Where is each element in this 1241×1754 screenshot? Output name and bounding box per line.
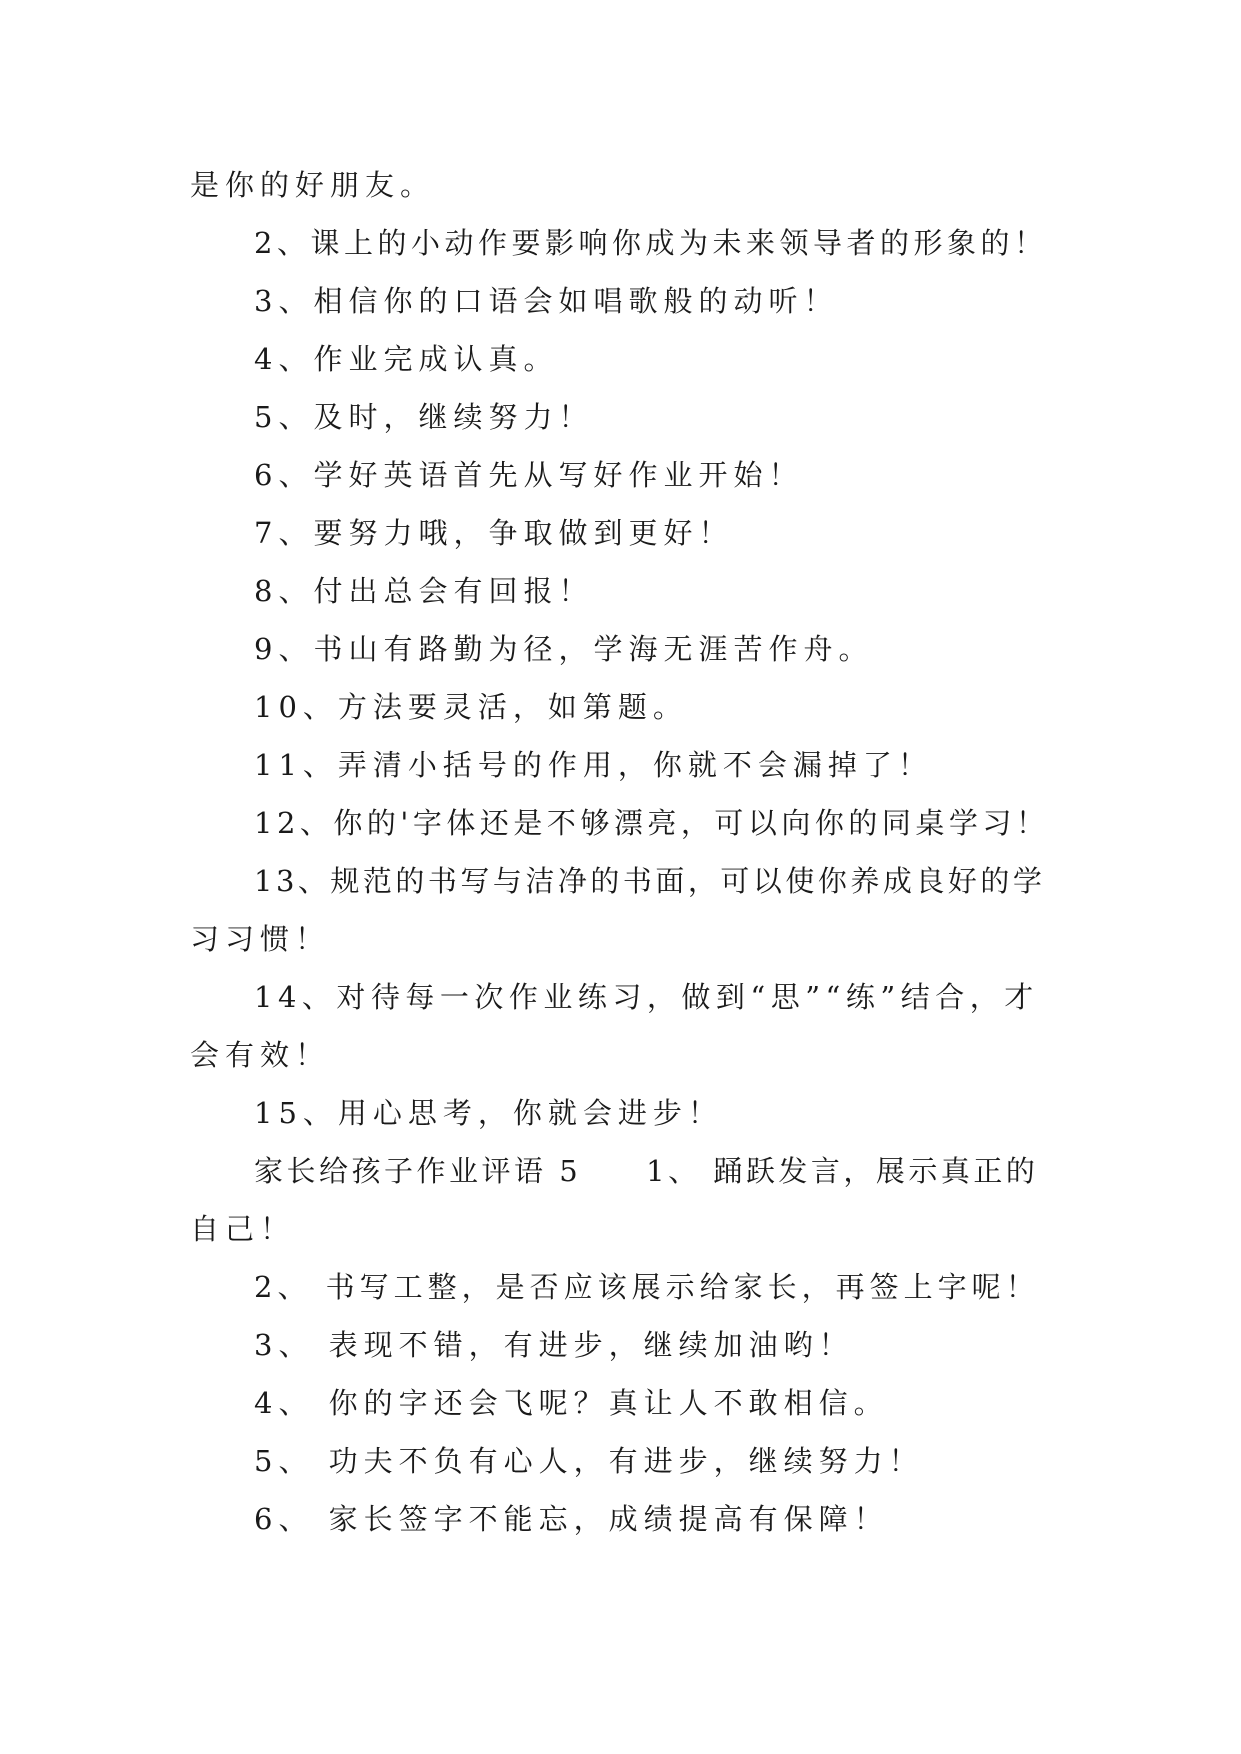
text-line: 是你的好朋友。 <box>190 168 436 202</box>
text-line: 6、学好英语首先从写好作业开始！ <box>254 458 804 492</box>
text-line: 3、相信你的口语会如唱歌般的动听！ <box>254 284 839 318</box>
text-line: 12、你的'字体还是不够漂亮，可以向你的同桌学习！ <box>254 806 1050 840</box>
text-line: 10、方法要灵活，如第题。 <box>254 690 688 724</box>
text-line: 4、作业完成认真。 <box>254 342 559 376</box>
document-body <box>190 156 1050 1548</box>
text-line: 14、对待每一次作业练习，做到“思”“练”结合，才 <box>254 980 1039 1014</box>
text-line: 4、 你的字还会飞呢？真让人不敢相信。 <box>254 1386 889 1420</box>
text-line: 2、 书写工整，是否应该展示给家长，再签上字呢！ <box>254 1270 1040 1304</box>
text-line: 习习惯！ <box>190 922 331 956</box>
section-heading-line: 家长给孩子作业评语 5 1、 踊跃发言，展示真正的 <box>254 1154 1039 1188</box>
text-line: 6、 家长签字不能忘，成绩提高有保障！ <box>254 1502 889 1536</box>
text-line: 9、书山有路勤为径，学海无涯苦作舟。 <box>254 632 874 666</box>
text-line: 8、付出总会有回报！ <box>254 574 594 608</box>
text-line: 2、课上的小动作要影响你成为未来领导者的形象的！ <box>254 226 1048 260</box>
text-line: 15、用心思考，你就会进步！ <box>254 1096 723 1130</box>
text-line: 11、弄清小括号的作用，你就不会漏掉了！ <box>254 748 933 782</box>
text-line: 5、及时，继续努力！ <box>254 400 594 434</box>
text-line: 7、要努力哦，争取做到更好！ <box>254 516 734 550</box>
text-line: 3、 表现不错，有进步，继续加油哟！ <box>254 1328 854 1362</box>
text-line: 自己！ <box>190 1212 296 1246</box>
text-line: 5、 功夫不负有心人，有进步，继续努力！ <box>254 1444 924 1478</box>
text-line: 13、规范的书写与洁净的书面，可以使你养成良好的学 <box>254 864 1046 898</box>
text-line: 会有效！ <box>190 1038 331 1072</box>
